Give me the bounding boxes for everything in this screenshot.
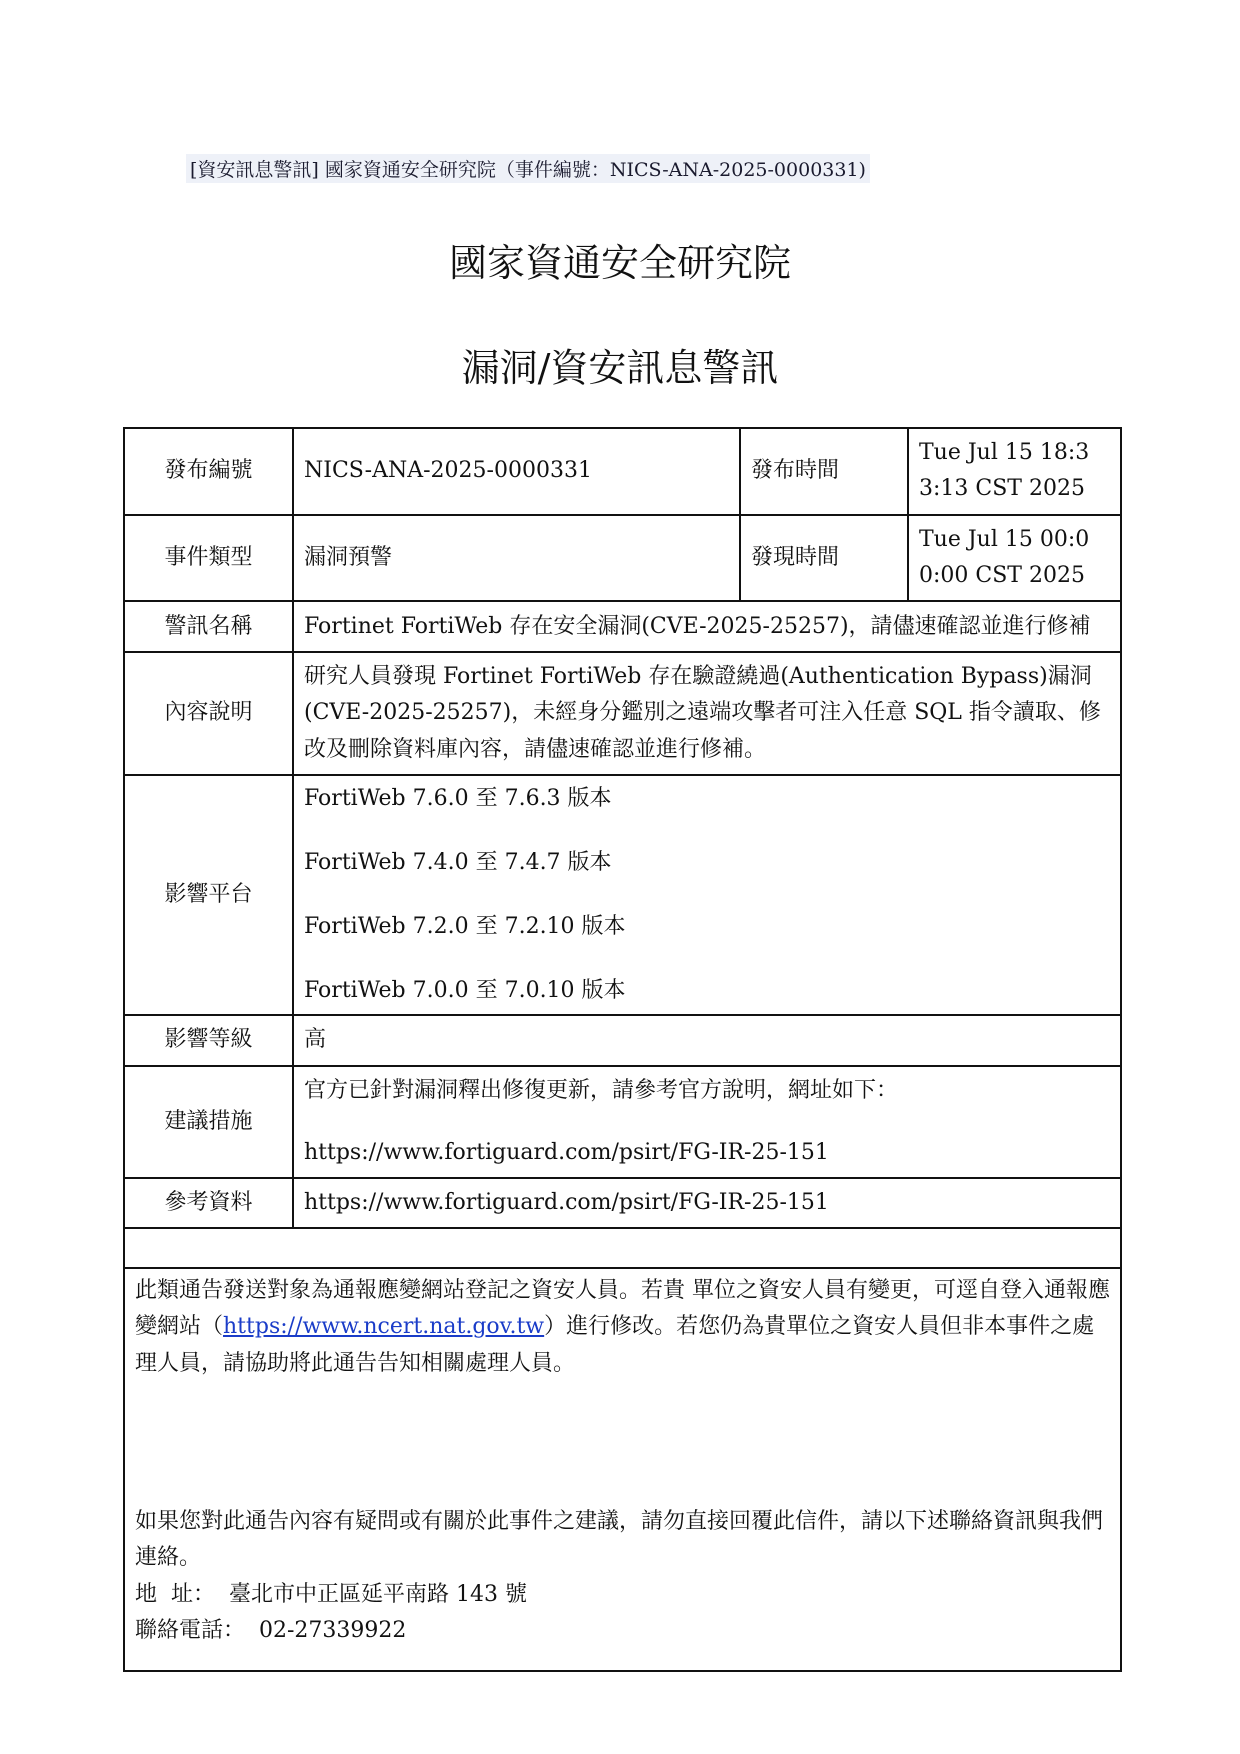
- document-title: 漏洞/資安訊息警訊: [461, 346, 779, 390]
- event-type-label: 事件類型: [124, 515, 293, 602]
- description-value: 研究人員發現 Fortinet FortiWeb 存在驗證繞過(Authentication Bypass)漏洞(CVE-2025-25257)，未經身分鑑別之遠端攻擊者可注入任意 SQL 指令讀取、修改及刪除資料庫內容，請儘速確認並進行修補。: [293, 652, 1121, 775]
- table-row-severity: [124, 1015, 1121, 1065]
- reference-label: 參考資料: [124, 1178, 293, 1228]
- table-row-platform: [124, 775, 1121, 1015]
- recommendation-label: 建議措施: [124, 1066, 293, 1178]
- empty-cell: [124, 1228, 1121, 1268]
- publish-id-label: 發布編號: [124, 428, 293, 515]
- notice-cell: [124, 1268, 1121, 1671]
- contact-phone: 聯絡電話： 02-27339922: [135, 1617, 407, 1643]
- ncert-link[interactable]: https://www.ncert.nat.gov.tw: [223, 1314, 545, 1340]
- description-label: 內容說明: [124, 652, 293, 775]
- table-row-alert-name: [124, 601, 1121, 652]
- alert-name-label: 警訊名稱: [124, 601, 293, 652]
- platform-label: 影響平台: [124, 775, 293, 1015]
- notice-text-after: ）進行修改。若您仍為貴單位之資安人員但非本事件之處理人員，請協助將此通告告知相關處理人員。: [135, 1314, 1095, 1376]
- table-row-recommendation: [124, 1066, 1121, 1178]
- platform-list: [293, 775, 1121, 1015]
- notice-paragraph-2: 如果您對此通告內容有疑問或有關於此事件之建議，請勿直接回覆此信件，請以下述聯絡資訊與我們連絡。: [135, 1508, 1104, 1571]
- table-row-description: [124, 652, 1121, 775]
- notice-text-before: 此類通告發送對象為通報應變網站登記之資安人員。若貴 單位之資安人員有變更，可逕自登入通報應變網站（: [135, 1278, 1110, 1340]
- table-row-reference: [124, 1178, 1121, 1228]
- table-row-publish: [124, 428, 1121, 515]
- table-row-event: [124, 515, 1121, 602]
- email-subject-header: [資安訊息警訊] 國家資通安全研究院（事件編號：NICS-ANA-2025-0000331): [186, 154, 870, 183]
- publish-id-value: NICS-ANA-2025-0000331: [293, 428, 740, 515]
- event-type-value: 漏洞預警: [293, 515, 740, 602]
- organization-title: 國家資通安全研究院: [448, 241, 791, 285]
- platform-item: FortiWeb 7.4.0 至 7.4.7 版本: [304, 850, 612, 876]
- severity-value: 高: [293, 1015, 1121, 1065]
- severity-label: 影響等級: [124, 1015, 293, 1065]
- contact-address: 地 址： 臺北市中正區延平南路 143 號: [135, 1581, 527, 1607]
- publish-time-value: Tue Jul 15 18:33:13 CST 2025: [908, 428, 1121, 515]
- platform-item: FortiWeb 7.2.0 至 7.2.10 版本: [304, 914, 626, 940]
- recommendation-url[interactable]: https://www.fortiguard.com/psirt/FG-IR-25-151: [304, 1139, 829, 1165]
- platform-item: FortiWeb 7.0.0 至 7.0.10 版本: [304, 978, 626, 1004]
- table-row-empty: [124, 1228, 1121, 1268]
- discover-time-label: 發現時間: [740, 515, 908, 602]
- notice-paragraph-1: [135, 1273, 1110, 1382]
- recommendation-text: 官方已針對漏洞釋出修復更新，請參考官方說明，網址如下：: [304, 1077, 899, 1103]
- table-row-notice: [124, 1268, 1121, 1671]
- publish-time-label: 發布時間: [740, 428, 908, 515]
- alert-table: [123, 427, 1122, 1672]
- alert-name-value: Fortinet FortiWeb 存在安全漏洞(CVE-2025-25257)，請儘速確認並進行修補: [293, 601, 1121, 652]
- reference-url[interactable]: https://www.fortiguard.com/psirt/FG-IR-25-151: [293, 1178, 1121, 1228]
- platform-item: FortiWeb 7.6.0 至 7.6.3 版本: [304, 786, 612, 812]
- discover-time-value: Tue Jul 15 00:00:00 CST 2025: [908, 515, 1121, 602]
- recommendation-cell: [293, 1066, 1121, 1178]
